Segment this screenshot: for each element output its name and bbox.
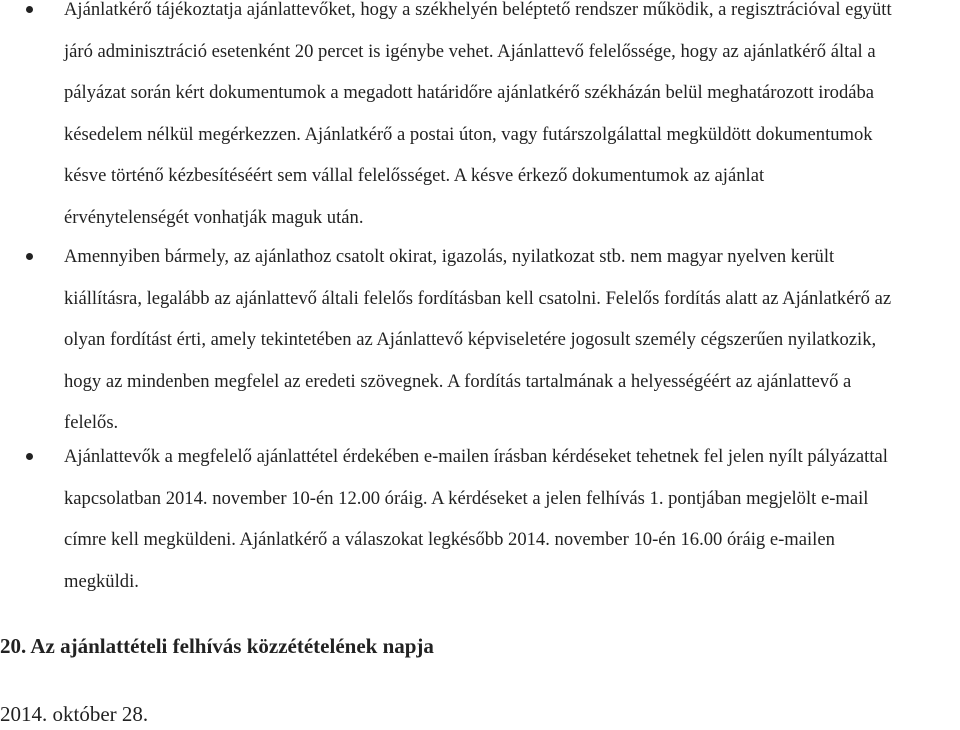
paragraph-line: felelős. xyxy=(64,412,119,433)
bullet-dot xyxy=(26,253,33,260)
paragraph-line: megküldi. xyxy=(64,570,139,592)
paragraph-line: hogy az mindenben megfelel az eredeti szövegnek. A fordítás tartalmának a helyességéért az ajánlattevő a xyxy=(64,370,852,392)
paragraph-line: késedelem nélkül megérkezzen. Ajánlatkérő a postai úton, vagy futárszolgálattal megküldött dokumentumok xyxy=(64,123,873,145)
paragraph-line: Ajánlattevők a megfelelő ajánlattétel érdekében e-mailen írásban kérdéseket tehetnek fel jelen nyílt pályázattal xyxy=(64,446,888,467)
bullet-paragraph xyxy=(64,436,956,602)
paragraph-line: érvénytelenségét vonhatják maguk után. xyxy=(64,206,364,228)
section-heading: 20. Az ajánlattételi felhívás közzétételének napja xyxy=(0,634,434,658)
bullet-paragraph xyxy=(64,0,956,238)
paragraph-line: kapcsolatban 2014. november 10-én 12.00 óráig. A kérdéseket a jelen felhívás 1. pontjában megjelölt e-mail xyxy=(64,487,869,509)
paragraph-line: címre kell megküldeni. Ajánlatkérő a válaszokat legkésőbb 2014. november 10-én 16.00 óráig e-mailen xyxy=(64,529,835,550)
bullet-dot xyxy=(26,453,33,460)
paragraph-line: Amennyiben bármely, az ajánlathoz csatolt okirat, igazolás, nyilatkozat stb. nem magyar nyelven került xyxy=(64,246,835,267)
paragraph-line: pályázat során kért dokumentumok a megadott határidőre ajánlatkérő székházán belül meghatározott irodába xyxy=(64,82,875,103)
paragraph-line: késve történő kézbesítéséért sem vállal felelősséget. A késve érkező dokumentumok az ajánlat xyxy=(64,165,765,186)
bullet-dot xyxy=(26,6,33,13)
paragraph-line: kiállításra, legalább az ajánlattevő általi felelős fordításban kell csatolni. Felelős fordítás alatt az Ajánlatkérő az xyxy=(64,287,892,309)
paragraph-line: olyan fordítást érti, amely tekintetében az Ajánlattevő képviseletére jogosult személy cégszerűen nyilatkozik, xyxy=(64,329,877,350)
paragraph-line: járó adminisztráció esetenként 20 percet is igénybe vehet. Ajánlattevő felelőssége, hogy az ajánlatkérő által a xyxy=(64,40,876,62)
paragraph-line: Ajánlatkérő tájékoztatja ajánlattevőket, hogy a székhelyén beléptető rendszer működik, a regisztrációval együtt xyxy=(64,0,892,20)
bullet-paragraph xyxy=(64,236,956,444)
publication-date: 2014. október 28. xyxy=(0,702,149,726)
